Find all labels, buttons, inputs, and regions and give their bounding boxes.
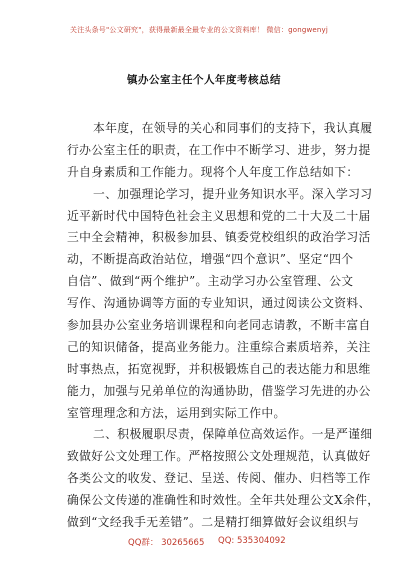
paragraph-line: 动，不断提高政治站位，增强“四个意识”、坚定“四个 [67, 252, 354, 267]
header-banner: 关注头条号"公文研究"，获得最新最全最专业的公文资料库！ 微信：gongwenyj [70, 26, 329, 34]
paragraph-line: 室管理理念和方法，运用到实际工作中。 [67, 405, 286, 420]
paragraph-line: 能力，加强与兄弟单位的沟通协助，借鉴学习先进的办公 [67, 383, 371, 398]
paragraph-line: 己的知识储备，提高业务能力。注重综合素质培养，关注 [67, 339, 371, 354]
paragraph-line: 二、积极履职尽责，保障单位高效运作。一是严谨细 [93, 427, 373, 442]
paragraph-line: 行办公室主任的职责，在工作中不断学习、进步，努力提 [67, 142, 371, 157]
qq-group-text: QQ群： 30265665 [128, 538, 205, 548]
qq-number-text: QQ: 535304092 [218, 536, 286, 546]
paragraph-line: 近平新时代中国特色社会主义思想和党的二十大及二十届 [67, 208, 371, 223]
document-title: 镇办公室主任个人年度考核总结 [127, 74, 281, 86]
paragraph-line: 各类公文的收发、登记、呈送、传阅、催办、归档等工作 [67, 471, 371, 486]
paragraph-line: 自信”、做到“两个维护”。主动学习办公室管理、公文 [67, 274, 354, 289]
paragraph-line: 致做好公文处理工作。严格按照公文处理规范，认真做好 [67, 449, 371, 464]
paragraph-line: 一、加强理论学习，提升业务知识水平。深入学习习 [93, 186, 373, 201]
paragraph-line: 升自身素质和工作能力。现将个人年度工作总结如下： [67, 164, 359, 179]
paragraph-line: 参加县办公室业务培训课程和向老同志请教，不断丰富自 [67, 318, 371, 333]
paragraph-line: 本年度，在领导的关心和同事们的支持下，我认真履 [93, 121, 373, 135]
document-body [67, 118, 380, 534]
paragraph-line: 写作、沟通协调等方面的专业知识，通过阅读公文资料、 [67, 296, 371, 311]
paragraph-line: 时事热点，拓宽视野，并积极锻炼自己的表达能力和思维 [67, 361, 371, 376]
paragraph-line: 确保公文传递的准确性和时效性。全年共处理公文X余件， [67, 493, 380, 508]
paragraph-line: 三中全会精神，积极参加县、镇委党校组织的政治学习活 [67, 230, 371, 245]
paragraph-line: 做到“文经我手无差错”。二是精打细算做好会议组织与 [67, 515, 360, 530]
